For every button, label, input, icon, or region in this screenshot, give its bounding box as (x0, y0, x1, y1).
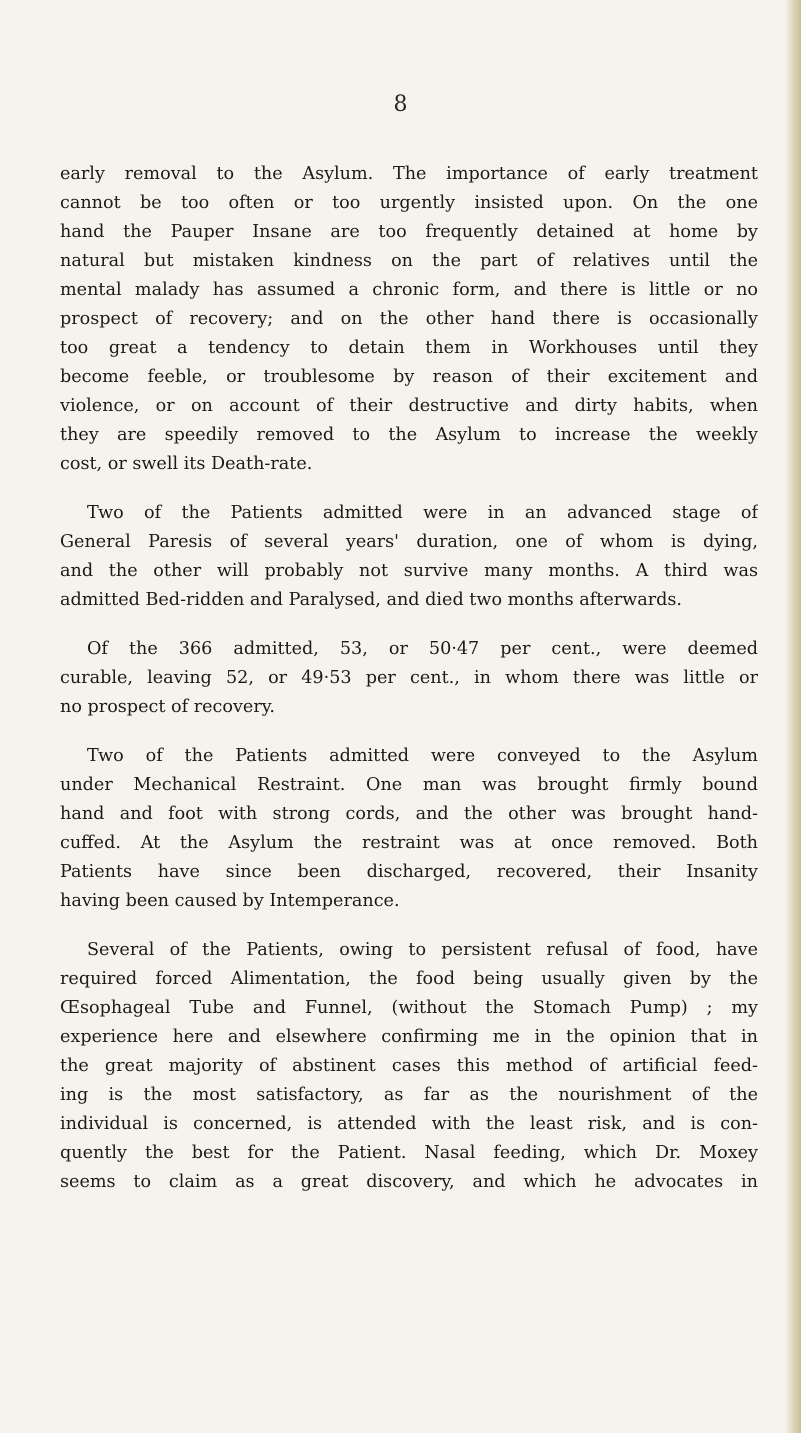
text-line: curable, leaving 52, or 49·53 per cent., in whom there was little or (60, 668, 758, 688)
paragraph-forced-alimentation (60, 936, 758, 1197)
text-line: cuffed. At the Asylum the restraint was at once removed. Both (60, 833, 758, 853)
paragraph-curable-statistics (60, 635, 758, 722)
text-line: they are speedily removed to the Asylum to increase the weekly (60, 425, 758, 445)
text-line: prospect of recovery; and on the other hand there is occasionally (60, 309, 758, 329)
page-edge-shadow (785, 0, 801, 1433)
paragraph-mechanical-restraint (60, 742, 758, 916)
text-line: Several of the Patients, owing to persistent refusal of food, have (87, 940, 758, 960)
text-line: individual is concerned, is attended with the least risk, and is con- (60, 1114, 758, 1134)
text-line: seems to claim as a great discovery, and which he advocates in (60, 1172, 758, 1192)
text-line: hand and foot with strong cords, and the other was brought hand- (60, 804, 758, 824)
text-line: cannot be too often or too urgently insisted upon. On the one (60, 193, 758, 213)
text-line: Two of the Patients admitted were conveyed to the Asylum (87, 746, 758, 766)
text-line: become feeble, or troublesome by reason of their excitement and (60, 367, 758, 387)
text-line: under Mechanical Restraint. One man was brought firmly bound (60, 775, 758, 795)
text-line: natural but mistaken kindness on the part of relatives until the (60, 251, 758, 271)
text-line: the great majority of abstinent cases this method of artificial feed- (60, 1056, 758, 1076)
text-line: cost, or swell its Death-rate. (60, 454, 313, 474)
text-line: no prospect of recovery. (60, 697, 275, 717)
text-line: experience here and elsewhere confirming me in the opinion that in (60, 1027, 758, 1047)
text-line: and the other will probably not survive many months. A third was (60, 561, 758, 581)
text-line: quently the best for the Patient. Nasal feeding, which Dr. Moxey (60, 1143, 758, 1163)
paragraph-early-treatment (60, 160, 758, 479)
text-line: mental malady has assumed a chronic form, and there is little or no (60, 280, 758, 300)
text-line: violence, or on account of their destructive and dirty habits, when (60, 396, 758, 416)
text-line: Œsophageal Tube and Funnel, (without the Stomach Pump) ; my (60, 998, 758, 1018)
text-line: hand the Pauper Insane are too frequently detained at home by (60, 222, 758, 242)
text-line: having been caused by Intemperance. (60, 891, 400, 911)
text-line: early removal to the Asylum. The importance of early treatment (60, 164, 758, 184)
page-number: 8 (393, 92, 408, 117)
text-line: required forced Alimentation, the food being usually given by the (60, 969, 758, 989)
text-line: ing is the most satisfactory, as far as the nourishment of the (60, 1085, 758, 1105)
text-line: admitted Bed-ridden and Paralysed, and died two months afterwards. (60, 590, 682, 610)
text-line: General Paresis of several years' duration, one of whom is dying, (60, 532, 758, 552)
paragraph-general-paresis (60, 499, 758, 615)
text-line: Patients have since been discharged, recovered, their Insanity (60, 862, 758, 882)
body-text (60, 160, 758, 1217)
text-line: Two of the Patients admitted were in an advanced stage of (87, 503, 758, 523)
text-line: Of the 366 admitted, 53, or 50·47 per cent., were deemed (87, 639, 758, 659)
text-line: too great a tendency to detain them in Workhouses until they (60, 338, 758, 358)
